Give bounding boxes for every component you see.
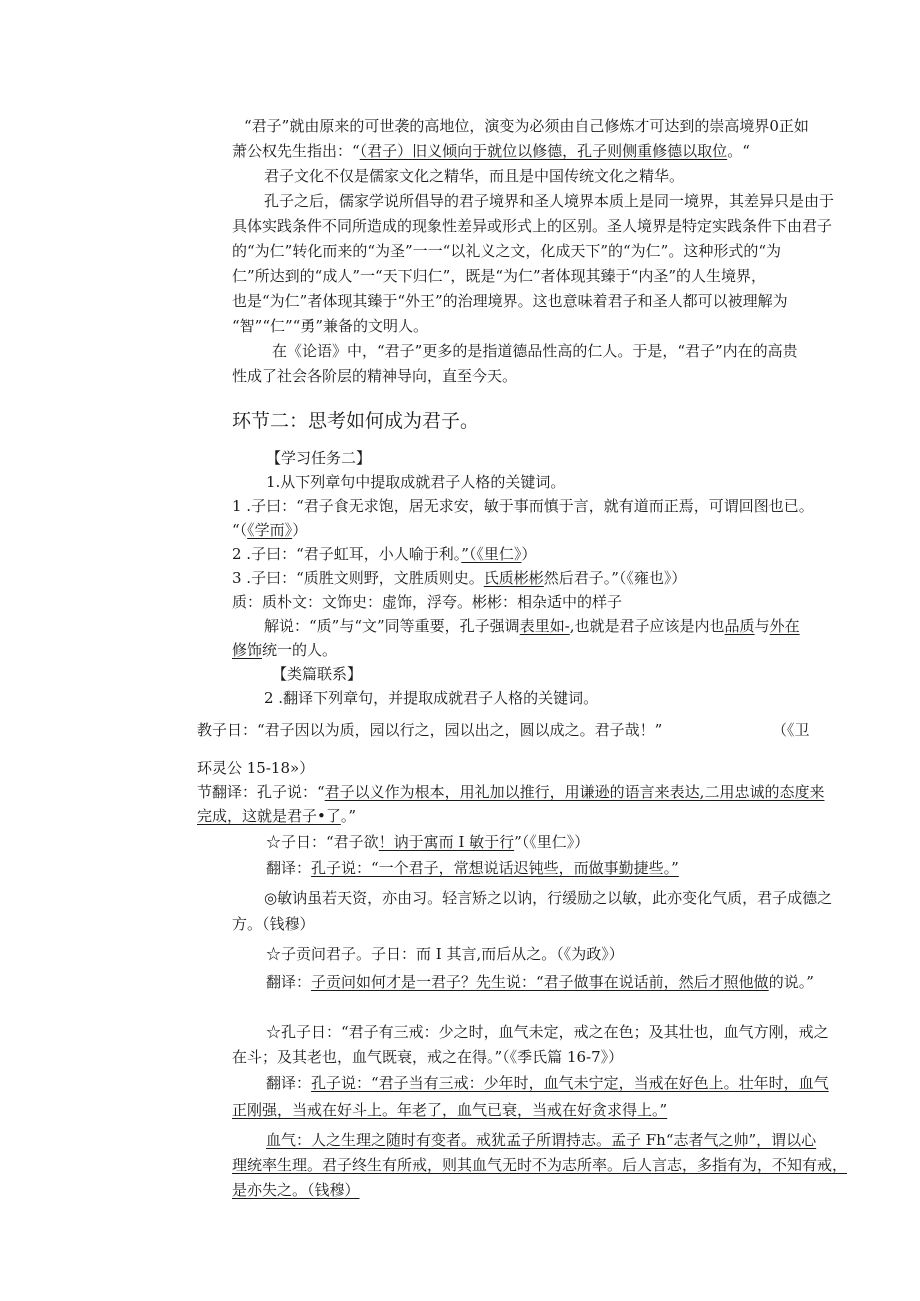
section-heading: 环节二：思考如何成为君子。 (232, 410, 480, 432)
intro-line-9: “智”“仁”“勇”兼备的文明人。 (232, 317, 429, 335)
passage-1-translation-line-2: 完成，这就是君子•了。” (197, 807, 357, 825)
passage-4-translation-line-2: 正刚强，当戒在好斗上。年老了，血气已衰，当戒在好贪求得上。” (232, 1101, 668, 1119)
intro-line-2: 萧公权先生指出：“（君子）旧义倾向于就位以修德，孔子则侧重修德以取位。“ (232, 142, 750, 160)
gloss: 质：质朴文：文饰史：虚饰，浮夸。彬彬：相杂适中的样子 (232, 593, 623, 611)
passage-1-translation-line-1: 节翻译：孔子说：“君子以义作为根本，用礼加以推行，用谦逊的语言来表达,二用忠诚的态度来 (197, 783, 825, 801)
intro-line-1: “君子”就由原来的可世袭的高地位，演变为必须由自己修炼才可达到的崇高境界0正如 (244, 117, 809, 135)
intro-line-11: 性成了社会各阶层的精神导向，直至今天。 (232, 367, 518, 385)
intro-line-8: 也是“为仁”者体现其臻于“外王”的治理境界。这也意味着君子和圣人都可以被理解为 (232, 292, 788, 310)
passage-4-translation-line-1: 翻译：孔子说：“君子当有三戒：少年时，血气未宁定，当戒在好色上。壮年时，血气 (266, 1074, 829, 1092)
explanation-line-2: 修饰统一的人。 (232, 641, 338, 659)
passage-4-note-line-1: 血气：人之生理之随时有变者。戒犹孟子所谓持志。孟子 Fh“志者气之帅”，谓以心 (266, 1131, 817, 1149)
passage-4-line-2: 在斗；及其老也，血气既衰，戒之在得。”（《季氏篇 16-7》） (232, 1048, 624, 1066)
quote-1-line-2: “（《学而》） (232, 521, 308, 539)
intro-line-3: 君子文化不仅是儒家文化之精华，而且是中国传统文化之精华。 (264, 167, 685, 185)
passage-4-note-line-3: 是亦失之。（钱穆） (232, 1181, 360, 1199)
passage-4-note-line-2: 理统率生理。君子终生有所戒，则其血气无时不为志所率。后人言志，多指有为，不知有戒， (232, 1156, 848, 1174)
explanation-line-1: 解说：“质”与“文”同等重要，孔子强调表里如-,也就是君子应该是内也品质与外在 (264, 617, 800, 635)
related-label: 【类篇联系】 (272, 665, 363, 683)
task-label: 【学习任务二】 (266, 449, 372, 467)
passage-2-note-line-1: ◎敏讷虽若天资，亦由习。轻言矫之以讷，行缓励之以敏，此亦变化气质，君子成德之 (264, 889, 833, 907)
intro-line-4: 孔子之后，儒家学说所倡导的君子境界和圣人境界本质上是同一境界，其差异只是由于 (264, 192, 835, 210)
task-item: 1.从下列章句中提取成就君子人格的关键词。 (266, 473, 566, 491)
passage-1: 教子日：“君子因以为质，园以行之，园以出之，圆以成之。君子哉！” (197, 721, 663, 739)
related-item: 2 .翻译下列章句，并提取成就君子人格的关键词。 (264, 689, 599, 707)
intro-line-6: 的“为仁”转化而来的“为圣”一一“以礼义之文，化成天下”的“为仁”。这种形式的“为 (232, 242, 782, 260)
passage-3: ☆子贡问君子。子日：而 I 其言,而后从之。（《为政》） (266, 945, 624, 963)
passage-1-source-b: 环灵公 15-18»） (197, 759, 315, 777)
passage-3-translation: 翻译：子贡问如何才是一君子？先生说：“君子做事在说话前，然后才照他做的说。” (266, 973, 814, 991)
intro-line-10: 在《论语》中，“君子”更多的是指道德品性高的仁人。于是，“君子”内在的高贵 (272, 342, 798, 360)
intro-line-5: 具体实践条件不同所造成的现象性差异或形式上的区别。圣人境界是特定实践条件下由君子 (232, 217, 833, 235)
passage-1-source-a: （《卫 (772, 721, 810, 739)
quote-1-line-1: 1 .子曰：“君子食无求饱，居无求安，敏于事而慎于言，就有道而正焉，可谓回图也已。 (232, 497, 814, 515)
passage-4-line-1: ☆孔子日：“君子有三戒：少之时，血气未定，戒之在色；及其壮也，血气方刚，戒之 (266, 1023, 829, 1041)
passage-2: ☆子日：“君子欲！讷于寓而 I 敏于行”（《里仁》） (266, 833, 590, 851)
passage-2-note-line-2: 方。（钱穆） (232, 915, 315, 933)
intro-line-7: 仁”所达到的“成人”一“天下归仁”，既是“为仁”者体现其臻于“内圣”的人生境界， (232, 267, 767, 285)
quote-2: 2 .子曰：“君子虹耳，小人喻于利。”（《里仁》） (232, 545, 537, 563)
passage-2-translation: 翻译：孔子说：“一个君子，常想说话迟钝些，而做事勤捷些。” (266, 859, 679, 877)
quote-3: 3 .子曰：“质胜文则野，文胜质则史。氏质彬彬然后君子。”（《雍也》） (232, 569, 687, 587)
